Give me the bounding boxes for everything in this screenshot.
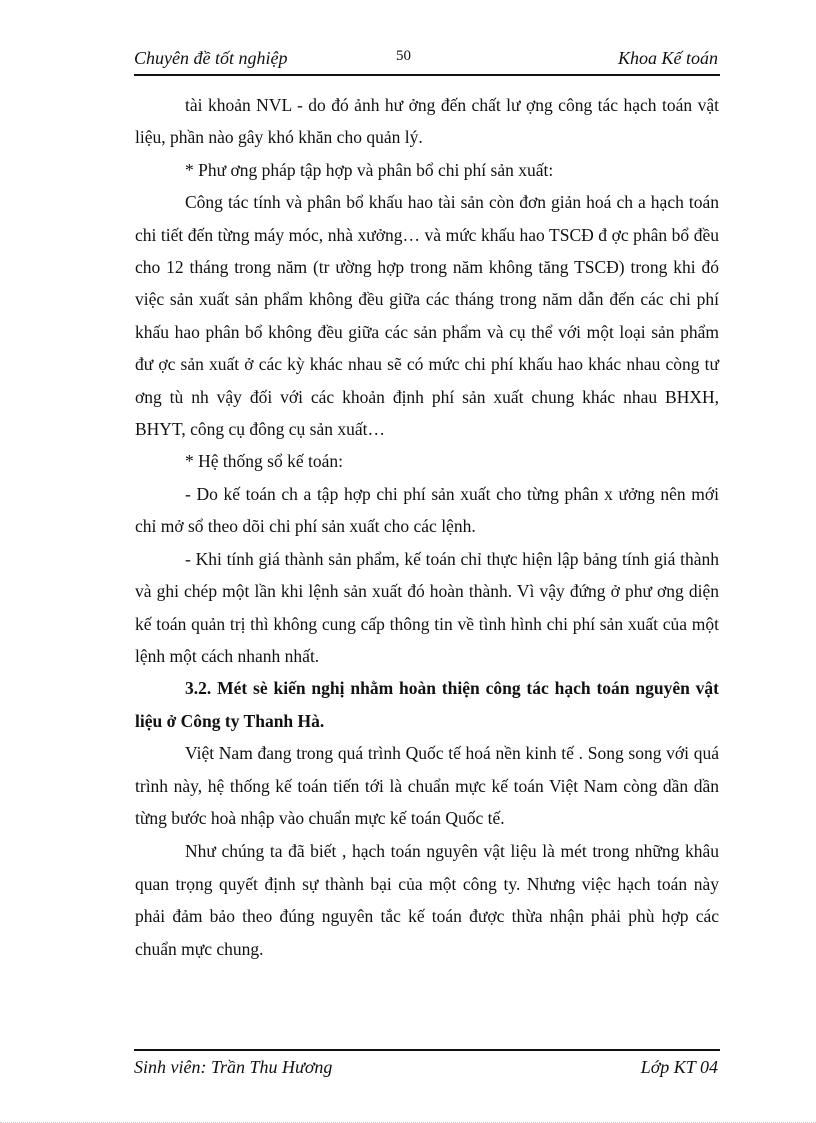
section-heading: 3.2. Mét sè kiến nghị nhằm hoàn thiện công tác hạch toán nguyên vật liệu ở Công ty Thanh Hà. (135, 678, 719, 731)
paragraph-ledger-system: * Hệ thống sổ kế toán: (185, 451, 343, 472)
page-number: 50 (396, 48, 411, 64)
paragraph-material-accounting: Như chúng ta đã biết , hạch toán nguyên vật liệu là mét trong những khâu quan trọng quyết định sự thành bại của một công ty. Nhưng việc hạch toán này phải đảm bảo theo đúng nguyên tắc kế toán được thừa nhận phải phù hợp các chuẩn mực chung. (135, 841, 719, 959)
paragraph-cost-method: * Phư ơng pháp tập hợp và phân bổ chi phí sản xuất: (185, 159, 554, 180)
footer-class: Lớp KT 04 (640, 1057, 718, 1077)
paragraph-cost-calculation: - Khi tính giá thành sản phẩm, kế toán chỉ thực hiện lập bảng tính giá thành và ghi chép một lần khi lệnh sản xuất đó hoàn thành. Vì vậy đứng ở phư ơng diện kế toán quản trị thì không cung cấp thông tin về tình hình chi phí sản xuất của một lệnh một cách nhanh nhất. (135, 548, 719, 666)
footer-student-name: Sinh viên: Trần Thu Hương (134, 1057, 333, 1077)
paragraph-workshop-costs: - Do kế toán ch a tập hợp chi phí sản xuất cho từng phân x ưởng nên mới chỉ mở sổ theo dõi chi phí sản xuất cho các lệnh. (135, 483, 719, 537)
page-header (134, 44, 720, 76)
header-department: Khoa Kế toán (617, 48, 718, 68)
header-document-title: Chuyên đề tốt nghiệp (134, 48, 288, 68)
paragraph-depreciation: Công tác tính và phân bổ khấu hao tài sản còn đơn giản hoá ch a hạch toán chi tiết đến từng máy móc, nhà xưởng… và mức khấu hao TSCĐ đ ợc phân bổ đều cho 12 tháng trong năm (tr ường hợp trong năm không tăng TSCĐ) trong khi đó việc sản xuất sản phẩm không đều giữa các tháng trong năm dẫn đến các chi phí khấu hao phân bổ không đều giữa các sản phẩm và cụ thể với một loại sản phẩm đư ợc sản xuất ở các kỳ khác nhau sẽ có mức chi phí khấu hao khác nhau còng tư ơng tù nh vậy đối với các khoản định phí sản xuất chung khác nhau BHXH, BHYT, công cụ đông cụ sản xuất… (135, 192, 719, 440)
page-footer (134, 1049, 720, 1083)
document-body (135, 89, 719, 965)
paragraph-continuation: tài khoản NVL - do đó ảnh hư ởng đến chất lư ợng công tác hạch toán vật liệu, phần nào gây khó khăn cho quản lý. (135, 95, 719, 148)
paragraph-vietnam-standards: Việt Nam đang trong quá trình Quốc tế hoá nền kinh tế . Song song với quá trình này, hệ thống kế toán tiến tới là chuẩn mực kế toán Việt Nam còng dần dần từng bước hoà nhập vào chuẩn mực kế toán Quốc tế. (135, 743, 719, 828)
